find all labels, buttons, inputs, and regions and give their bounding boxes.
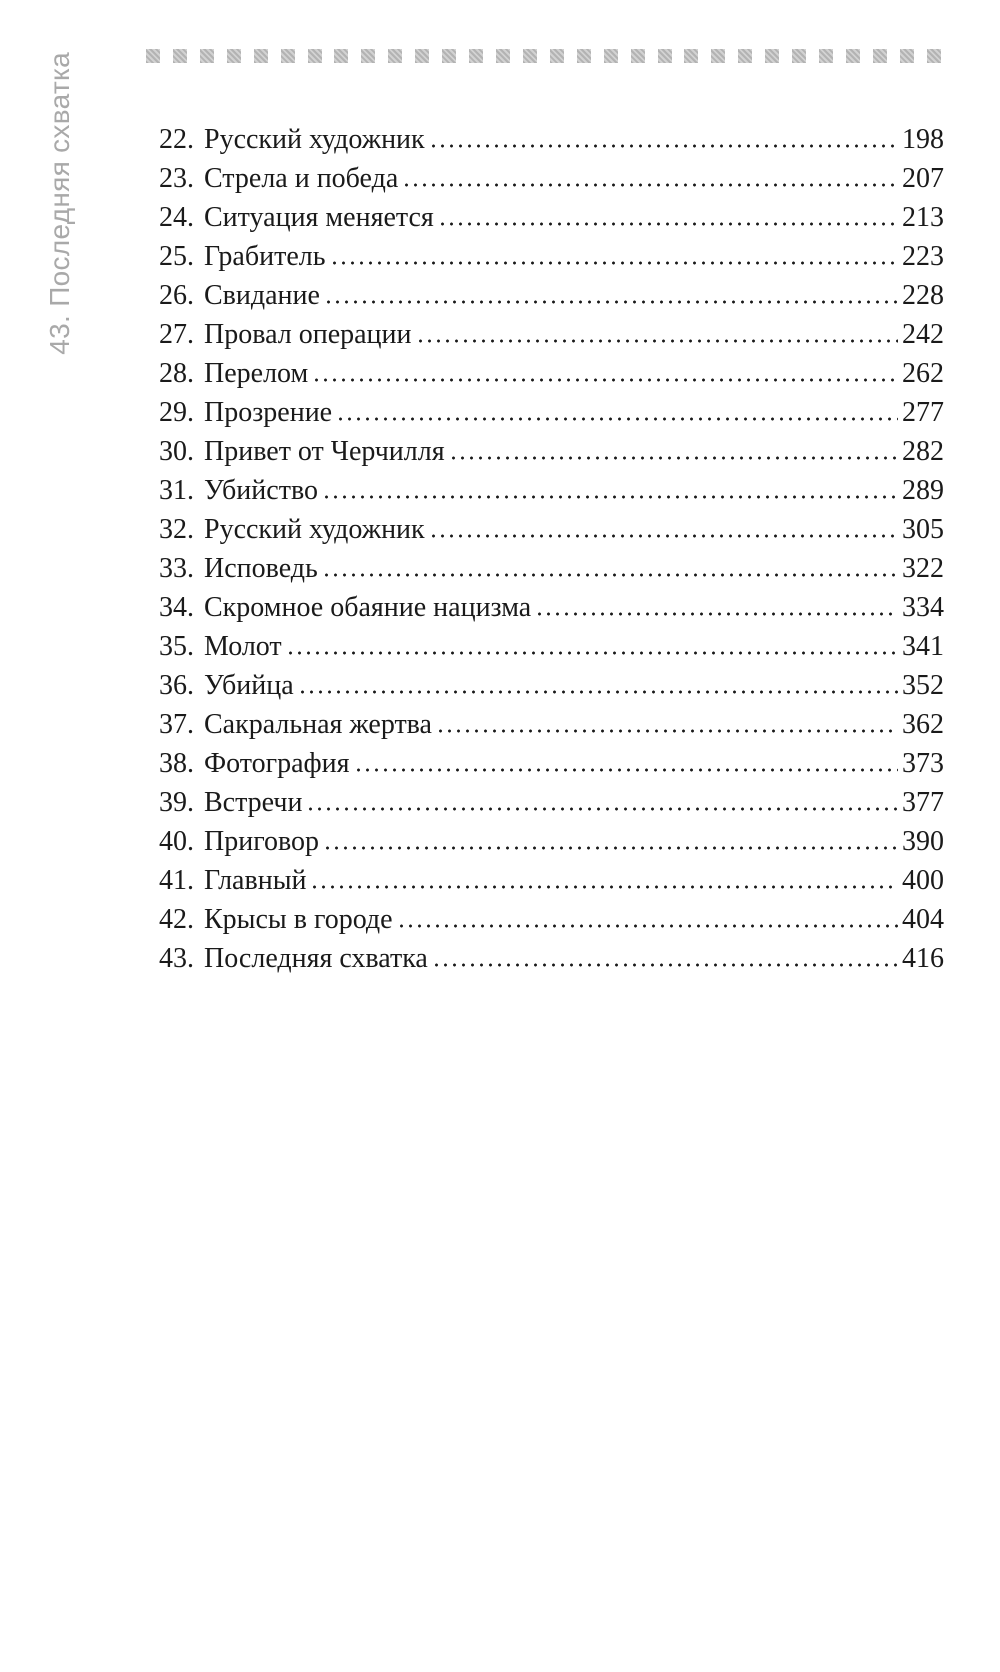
dot-leader [429,144,898,148]
toc-entry[interactable] [159,276,944,315]
page-number: 228 [902,280,944,311]
dot-leader [324,300,898,304]
decorative-square-icon [334,49,348,63]
page-number: 404 [902,904,944,935]
decorative-square-icon [684,49,698,63]
toc-entry[interactable] [159,159,944,198]
dot-leader [397,924,898,928]
running-head [20,52,100,382]
chapter-number: 30. [159,436,194,467]
decorative-square-icon [873,49,887,63]
toc-entry[interactable] [159,744,944,783]
decorative-square-icon [415,49,429,63]
dot-leader [306,807,898,811]
chapter-number: 28. [159,358,194,389]
chapter-number: 27. [159,319,194,350]
chapter-title: Убийство [204,475,318,506]
toc-entry[interactable] [159,198,944,237]
chapter-title: Перелом [204,358,309,389]
chapter-title: Встречи [204,787,303,818]
page-number: 390 [902,826,944,857]
running-head-text: 43. Последняя схватка [44,52,75,355]
dot-leader [438,222,898,226]
dot-leader [323,846,898,850]
chapter-title: Главный [204,865,307,896]
toc-entry[interactable] [159,237,944,276]
dot-leader [354,768,898,772]
page-number: 362 [902,709,944,740]
toc-entry[interactable] [159,588,944,627]
decorative-square-icon [738,49,752,63]
dot-leader [310,885,898,889]
page-number: 262 [902,358,944,389]
page-number: 334 [902,592,944,623]
toc-entry[interactable] [159,666,944,705]
decorative-square-icon [577,49,591,63]
dot-leader [336,417,898,421]
toc-entry[interactable] [159,510,944,549]
decorative-square-icon [442,49,456,63]
decorative-square-icon [846,49,860,63]
decorative-square-icon [361,49,375,63]
dot-leader [429,534,898,538]
toc-entry[interactable] [159,705,944,744]
dot-leader [322,495,898,499]
dot-leader [449,456,898,460]
decorative-square-icon [388,49,402,63]
toc-entry[interactable] [159,315,944,354]
decorative-square-icon [146,49,160,63]
chapter-number: 33. [159,553,194,584]
toc-entry[interactable] [159,783,944,822]
toc-entry[interactable] [159,471,944,510]
decorative-square-icon [765,49,779,63]
chapter-number: 37. [159,709,194,740]
dot-leader [330,261,899,265]
page-number: 242 [902,319,944,350]
decorative-square-icon [792,49,806,63]
chapter-title: Приговор [204,826,320,857]
decorative-square-icon [900,49,914,63]
chapter-number: 39. [159,787,194,818]
chapter-title: Крысы в городе [204,904,393,935]
decorative-square-icon [631,49,645,63]
table-of-contents [159,120,944,978]
chapter-number: 22. [159,124,194,155]
decorative-square-icon [711,49,725,63]
chapter-number: 43. [159,943,194,974]
page-number: 207 [902,163,944,194]
chapter-title: Скромное обаяние нацизма [204,592,532,623]
page-number: 198 [902,124,944,155]
chapter-title: Сакральная жертва [204,709,432,740]
dot-leader [436,729,898,733]
chapter-title: Фотография [204,748,350,779]
page-number: 213 [902,202,944,233]
chapter-number: 35. [159,631,194,662]
chapter-title: Провал операции [204,319,412,350]
decorative-square-icon [927,49,941,63]
decorative-square-icon [604,49,618,63]
chapter-number: 32. [159,514,194,545]
chapter-title: Ситуация меняется [204,202,434,233]
chapter-title: Убийца [204,670,294,701]
decorative-square-icon [550,49,564,63]
toc-entry[interactable] [159,939,944,978]
page-number: 341 [902,631,944,662]
decorative-square-icon [658,49,672,63]
dot-leader [416,339,898,343]
toc-entry[interactable] [159,822,944,861]
chapter-title: Прозрение [204,397,333,428]
toc-entry[interactable] [159,627,944,666]
chapter-title: Грабитель [204,241,326,272]
dot-leader [286,651,898,655]
chapter-number: 34. [159,592,194,623]
chapter-number: 26. [159,280,194,311]
decorative-square-icon [496,49,510,63]
decorative-square-icon [281,49,295,63]
decorative-square-icon [173,49,187,63]
chapter-title: Свидание [204,280,320,311]
chapter-number: 41. [159,865,194,896]
chapter-title: Молот [204,631,282,662]
chapter-number: 40. [159,826,194,857]
page-number: 373 [902,748,944,779]
chapter-title: Исповедь [204,553,318,584]
chapter-number: 36. [159,670,194,701]
page-number: 223 [902,241,944,272]
chapter-title: Последняя схватка [204,943,428,974]
page-number: 277 [902,397,944,428]
chapter-title: Русский художник [204,514,425,545]
chapter-number: 38. [159,748,194,779]
chapter-title: Стрела и победа [204,163,399,194]
page-number: 322 [902,553,944,584]
dot-leader [535,612,898,616]
decorative-square-row [146,48,941,64]
chapter-title: Привет от Черчилля [204,436,445,467]
toc-entry[interactable] [159,549,944,588]
page-number: 416 [902,943,944,974]
page-number: 282 [902,436,944,467]
chapter-number: 24. [159,202,194,233]
chapter-title: Русский художник [204,124,425,155]
page-number: 377 [902,787,944,818]
page-number: 352 [902,670,944,701]
chapter-number: 23. [159,163,194,194]
dot-leader [322,573,898,577]
decorative-square-icon [819,49,833,63]
page-number: 289 [902,475,944,506]
decorative-square-icon [523,49,537,63]
dot-leader [432,963,898,967]
chapter-number: 25. [159,241,194,272]
dot-leader [312,378,898,382]
dot-leader [298,690,898,694]
toc-entry[interactable] [159,861,944,900]
toc-entry[interactable] [159,900,944,939]
decorative-square-icon [254,49,268,63]
decorative-square-icon [200,49,214,63]
toc-entry[interactable] [159,393,944,432]
chapter-number: 29. [159,397,194,428]
chapter-number: 42. [159,904,194,935]
decorative-square-icon [308,49,322,63]
toc-entry[interactable] [159,432,944,471]
page-number: 305 [902,514,944,545]
toc-entry[interactable] [159,120,944,159]
toc-entry[interactable] [159,354,944,393]
chapter-number: 31. [159,475,194,506]
dot-leader [402,183,898,187]
decorative-square-icon [227,49,241,63]
page-number: 400 [902,865,944,896]
decorative-square-icon [469,49,483,63]
